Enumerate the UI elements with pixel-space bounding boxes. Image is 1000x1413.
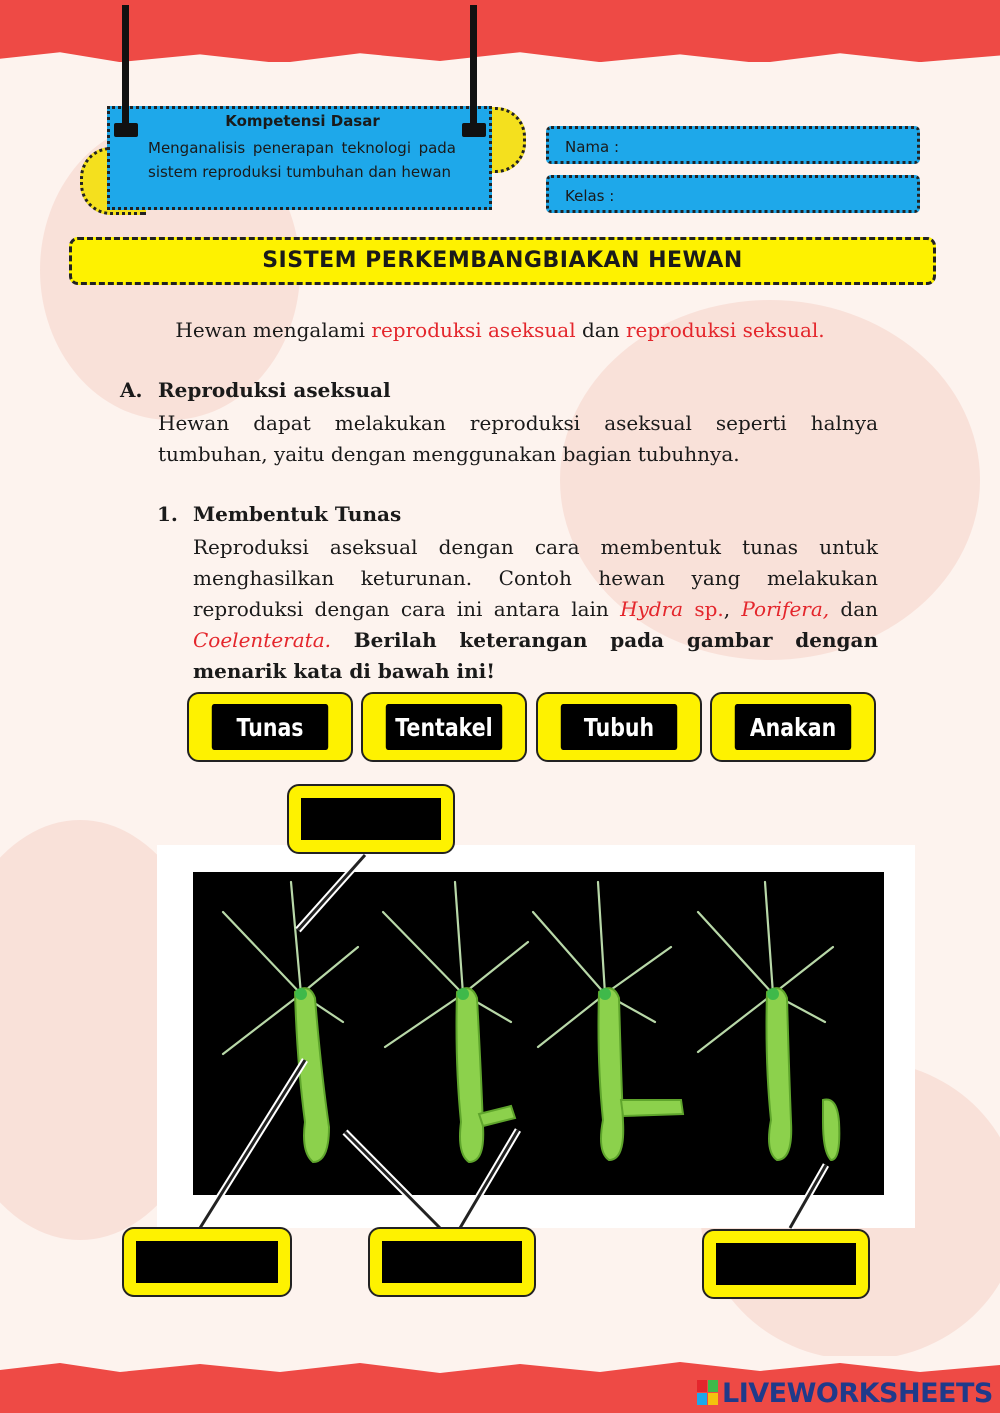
liveworksheets-logo[interactable]: LIVEWORKSHEETS [722, 1378, 993, 1409]
intro-prefix: Hewan mengalami [175, 318, 372, 342]
word-tile-label: Tubuh [561, 704, 677, 750]
drop-slot[interactable] [382, 1241, 522, 1283]
drop-slot[interactable] [716, 1243, 856, 1285]
subsection-1-title: Membentuk Tunas [193, 502, 402, 526]
sub1-comma: , [723, 597, 742, 621]
drop-box-bottom-right[interactable] [702, 1229, 870, 1299]
drop-slot[interactable] [301, 798, 441, 840]
drop-box-bottom-middle[interactable] [368, 1227, 536, 1297]
drop-slot[interactable] [136, 1241, 278, 1283]
liveworksheets-logo-icon [697, 1380, 719, 1406]
word-tile-label: Tunas [212, 704, 328, 750]
intro-term-seksual: reproduksi seksual. [625, 318, 825, 342]
drop-box-bottom-left[interactable] [122, 1227, 292, 1297]
kd-text: Menganalisis penerapan teknologi pada sistem reproduksi tumbuhan dan hewan [148, 139, 456, 181]
nama-label: Nama : [565, 138, 620, 156]
section-a-title: Reproduksi aseksual [158, 378, 391, 402]
subsection-1-number: 1. [157, 502, 178, 526]
instruction-text: Berilah keterangan pada gambar dengan menarik kata di bawah ini! [193, 628, 878, 683]
section-a-text: Hewan dapat melakukan reproduksi aseksual seperti halnya tumbuhan, yaitu dengan menggunakan bagian tubuhnya. [158, 411, 878, 466]
drop-box-top[interactable] [287, 784, 455, 854]
page-title: SISTEM PERKEMBANGBIAKAN HEWAN [69, 237, 936, 285]
section-a-letter: A. [120, 378, 143, 402]
intro-term-aseksual: reproduksi aseksual [371, 318, 576, 342]
species-sp: sp. [683, 597, 724, 621]
sub1-text: Reproduksi aseksual dengan cara membentuk tunas untuk menghasilkan keturunan. Contoh hewan yang melakukan reproduksi dengan cara ini antara lain [193, 535, 878, 621]
word-tile-label: Tentakel [386, 704, 502, 750]
species-coelenterata: Coelenterata. [193, 628, 331, 652]
species-hydra: Hydra [620, 597, 684, 621]
kd-title: Kompetensi Dasar [225, 112, 380, 130]
sub1-dan: dan [829, 597, 879, 621]
word-tile-label: Anakan [735, 704, 851, 750]
intro-mid: dan [575, 318, 626, 342]
species-porifera: Porifera, [741, 597, 830, 621]
kelas-label: Kelas : [565, 187, 615, 205]
